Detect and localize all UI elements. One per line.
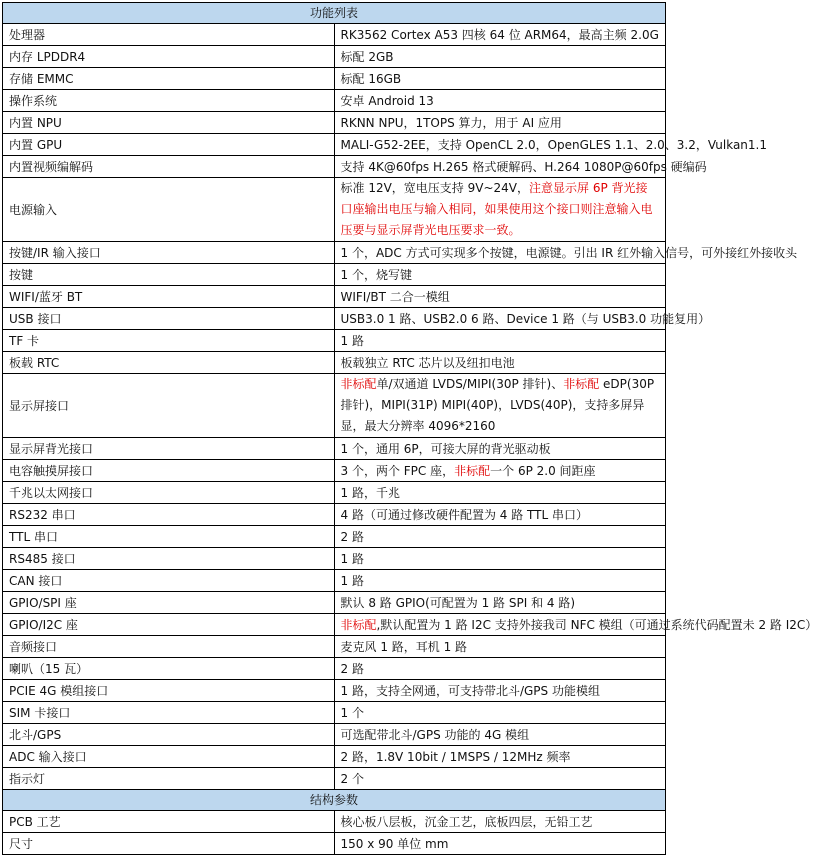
spec-row bbox=[3, 156, 666, 178]
spec-row bbox=[3, 833, 666, 855]
spec-value bbox=[334, 330, 666, 352]
spec-row bbox=[3, 178, 666, 242]
spec-row bbox=[3, 134, 666, 156]
spec-row bbox=[3, 680, 666, 702]
spec-row bbox=[3, 374, 666, 438]
spec-label: CAN 接口 bbox=[3, 570, 335, 592]
spec-value bbox=[334, 526, 666, 548]
spec-value-text: eDP(30P 排针)，MIPI(31P) MIPI(40P)，LVDS(40P)，支持多屏异显，最大分辨率 4096*2160 bbox=[340, 377, 655, 433]
spec-value-highlight: 非标配 bbox=[340, 617, 377, 632]
spec-label: RS232 串口 bbox=[3, 504, 335, 526]
spec-value bbox=[334, 614, 817, 636]
spec-row bbox=[3, 811, 666, 833]
spec-label: GPIO/I2C 座 bbox=[3, 614, 335, 636]
spec-value-highlight: 非标配 bbox=[454, 463, 491, 478]
spec-value bbox=[334, 636, 666, 658]
spec-label: 电容触摸屏接口 bbox=[3, 460, 335, 482]
spec-value bbox=[334, 286, 666, 308]
spec-label: 处理器 bbox=[3, 24, 335, 46]
spec-value-text: 标配 2GB bbox=[340, 49, 394, 64]
spec-label: 板载 RTC bbox=[3, 352, 335, 374]
section-title: 结构参数 bbox=[3, 790, 666, 811]
spec-value-text: 150 x 90 单位 mm bbox=[340, 836, 449, 851]
spec-value-text: 1 个，烧写键 bbox=[340, 267, 412, 282]
spec-value-text: 支持 4K@60fps H.265 格式硬解码、H.264 1080P@60fps 硬编码 bbox=[340, 159, 707, 174]
spec-value-text: 1 路，支持全网通，可支持带北斗/GPS 功能模组 bbox=[340, 683, 600, 698]
spec-value-text: WIFI/BT 二合一模组 bbox=[340, 289, 450, 304]
spec-label: TF 卡 bbox=[3, 330, 335, 352]
spec-row bbox=[3, 768, 666, 790]
spec-row bbox=[3, 264, 666, 286]
spec-label: 指示灯 bbox=[3, 768, 335, 790]
spec-value-text: RKNN NPU，1TOPS 算力，用于 AI 应用 bbox=[340, 115, 562, 130]
spec-value bbox=[334, 68, 666, 90]
spec-label: 内置 NPU bbox=[3, 112, 335, 134]
spec-value-text: 1 路 bbox=[340, 551, 364, 566]
spec-row bbox=[3, 90, 666, 112]
spec-row bbox=[3, 702, 666, 724]
spec-value-text: 1 个，ADC 方式可实现多个按键，电源键。引出 IR 红外输入信号，可外接红外接收头 bbox=[340, 245, 798, 260]
spec-row bbox=[3, 112, 666, 134]
spec-label: PCIE 4G 模组接口 bbox=[3, 680, 335, 702]
spec-row bbox=[3, 614, 666, 636]
spec-label: 电源输入 bbox=[3, 178, 335, 242]
spec-table-body bbox=[3, 3, 817, 855]
spec-value bbox=[334, 352, 666, 374]
spec-row bbox=[3, 330, 666, 352]
spec-value bbox=[334, 724, 666, 746]
spec-value-text: 2 个 bbox=[340, 771, 364, 786]
spec-row bbox=[3, 352, 666, 374]
spec-value-highlight: 注意显示屏 6P 背光接口座输出电压与输入相同，如果使用这个接口则注意输入电压要与显示屏背光电压要求一致。 bbox=[340, 181, 653, 237]
spec-value-text: 4 路（可通过修改硬件配置为 4 路 TTL 串口） bbox=[340, 507, 588, 522]
spec-value-highlight: 非标配 bbox=[563, 377, 600, 391]
section-title: 功能列表 bbox=[3, 3, 666, 24]
spec-value-text: 板载独立 RTC 芯片以及纽扣电池 bbox=[340, 355, 515, 370]
spec-row bbox=[3, 724, 666, 746]
spec-value-text: RK3562 Cortex A53 四核 64 位 ARM64，最高主频 2.0G bbox=[340, 27, 659, 42]
spec-value-text: 标准 12V，宽电压支持 9V~24V， bbox=[340, 181, 529, 195]
spec-label: 存储 EMMC bbox=[3, 68, 335, 90]
spec-value-text: 2 路 bbox=[340, 661, 364, 676]
spec-row bbox=[3, 286, 666, 308]
section-header-row bbox=[3, 3, 666, 24]
spec-label: 尺寸 bbox=[3, 833, 335, 855]
spec-value bbox=[334, 746, 666, 768]
spec-value bbox=[334, 833, 666, 855]
spec-value-text: 1 个，通用 6P，可接大屏的背光驱动板 bbox=[340, 441, 551, 456]
spec-value bbox=[334, 242, 798, 264]
spec-value bbox=[334, 46, 666, 68]
spec-value bbox=[334, 592, 666, 614]
spec-value-text: 麦克风 1 路，耳机 1 路 bbox=[340, 639, 468, 654]
spec-value bbox=[334, 460, 666, 482]
spec-value bbox=[334, 548, 666, 570]
spec-value bbox=[334, 482, 666, 504]
spec-value bbox=[334, 702, 666, 724]
spec-value-text: USB3.0 1 路、USB2.0 6 路、Device 1 路（与 USB3.0 功能复用） bbox=[340, 311, 711, 326]
spec-value bbox=[334, 811, 666, 833]
spec-label: 内置 GPU bbox=[3, 134, 335, 156]
spec-label: 显示屏接口 bbox=[3, 374, 335, 438]
spec-label: 内存 LPDDR4 bbox=[3, 46, 335, 68]
spec-value bbox=[334, 438, 666, 460]
spec-value bbox=[334, 264, 666, 286]
spec-value bbox=[334, 570, 666, 592]
spec-value bbox=[334, 112, 666, 134]
spec-row bbox=[3, 438, 666, 460]
spec-row bbox=[3, 242, 666, 264]
spec-row bbox=[3, 504, 666, 526]
spec-value-text: 1 路，千兆 bbox=[340, 485, 400, 500]
spec-value-text: 1 路 bbox=[340, 333, 364, 348]
spec-value-text: 2 路，1.8V 10bit / 1MSPS / 12MHz 频率 bbox=[340, 749, 571, 764]
spec-value-highlight: 非标配 bbox=[340, 377, 377, 391]
spec-value-text: 1 路 bbox=[340, 573, 364, 588]
spec-label: TTL 串口 bbox=[3, 526, 335, 548]
spec-value bbox=[334, 90, 666, 112]
spec-row bbox=[3, 308, 666, 330]
spec-value-text: 单/双通道 LVDS/MIPI(30P 排针)、 bbox=[376, 377, 564, 391]
spec-value bbox=[334, 134, 767, 156]
spec-label: USB 接口 bbox=[3, 308, 335, 330]
spec-table bbox=[2, 2, 817, 855]
spec-label: GPIO/SPI 座 bbox=[3, 592, 335, 614]
spec-value bbox=[334, 658, 666, 680]
spec-row bbox=[3, 658, 666, 680]
spec-label: 按键 bbox=[3, 264, 335, 286]
spec-row bbox=[3, 636, 666, 658]
spec-label: 显示屏背光接口 bbox=[3, 438, 335, 460]
spec-value-text: 可选配带北斗/GPS 功能的 4G 模组 bbox=[340, 727, 530, 742]
spec-label: PCB 工艺 bbox=[3, 811, 335, 833]
spec-value-text: 3 个，两个 FPC 座， bbox=[340, 463, 455, 478]
spec-value-text: 一个 6P 2.0 间距座 bbox=[490, 463, 596, 478]
spec-value-text: 安卓 Android 13 bbox=[340, 93, 434, 108]
spec-row bbox=[3, 68, 666, 90]
spec-value bbox=[334, 156, 707, 178]
spec-row bbox=[3, 548, 666, 570]
spec-label: 千兆以太网接口 bbox=[3, 482, 335, 504]
spec-row bbox=[3, 592, 666, 614]
spec-value-text: 1 个 bbox=[340, 705, 364, 720]
spec-value bbox=[334, 680, 666, 702]
spec-label: 喇叭（15 瓦） bbox=[3, 658, 335, 680]
spec-label: 操作系统 bbox=[3, 90, 335, 112]
spec-label: ADC 输入接口 bbox=[3, 746, 335, 768]
spec-label: 北斗/GPS bbox=[3, 724, 335, 746]
spec-sheet bbox=[2, 2, 817, 855]
spec-value-text: MALI-G52-2EE，支持 OpenCL 2.0，OpenGLES 1.1、2.0、3.2，Vulkan1.1 bbox=[340, 137, 767, 152]
spec-label: WIFI/蓝牙 BT bbox=[3, 286, 335, 308]
spec-row bbox=[3, 570, 666, 592]
spec-label: 音频接口 bbox=[3, 636, 335, 658]
spec-label: RS485 接口 bbox=[3, 548, 335, 570]
spec-value bbox=[334, 308, 711, 330]
section-header-row bbox=[3, 790, 666, 811]
spec-row bbox=[3, 460, 666, 482]
spec-value bbox=[334, 768, 666, 790]
spec-value bbox=[334, 178, 666, 242]
spec-row bbox=[3, 46, 666, 68]
spec-label: SIM 卡接口 bbox=[3, 702, 335, 724]
spec-value bbox=[334, 24, 666, 46]
spec-value-text: 默认 8 路 GPIO(可配置为 1 路 SPI 和 4 路) bbox=[340, 595, 576, 610]
spec-value-text: ,默认配置为 1 路 I2C 支持外接我司 NFC 模组（可通过系统代码配置未 2 路 I2C） bbox=[376, 617, 817, 632]
spec-value-text: 核心板八层板，沉金工艺，底板四层，无铅工艺 bbox=[340, 814, 593, 829]
spec-label: 按键/IR 输入接口 bbox=[3, 242, 335, 264]
spec-row bbox=[3, 24, 666, 46]
spec-value bbox=[334, 504, 666, 526]
spec-value bbox=[334, 374, 666, 438]
spec-row bbox=[3, 482, 666, 504]
spec-value-text: 标配 16GB bbox=[340, 71, 402, 86]
spec-label: 内置视频编解码 bbox=[3, 156, 335, 178]
spec-row bbox=[3, 526, 666, 548]
spec-value-text: 2 路 bbox=[340, 529, 364, 544]
spec-row bbox=[3, 746, 666, 768]
